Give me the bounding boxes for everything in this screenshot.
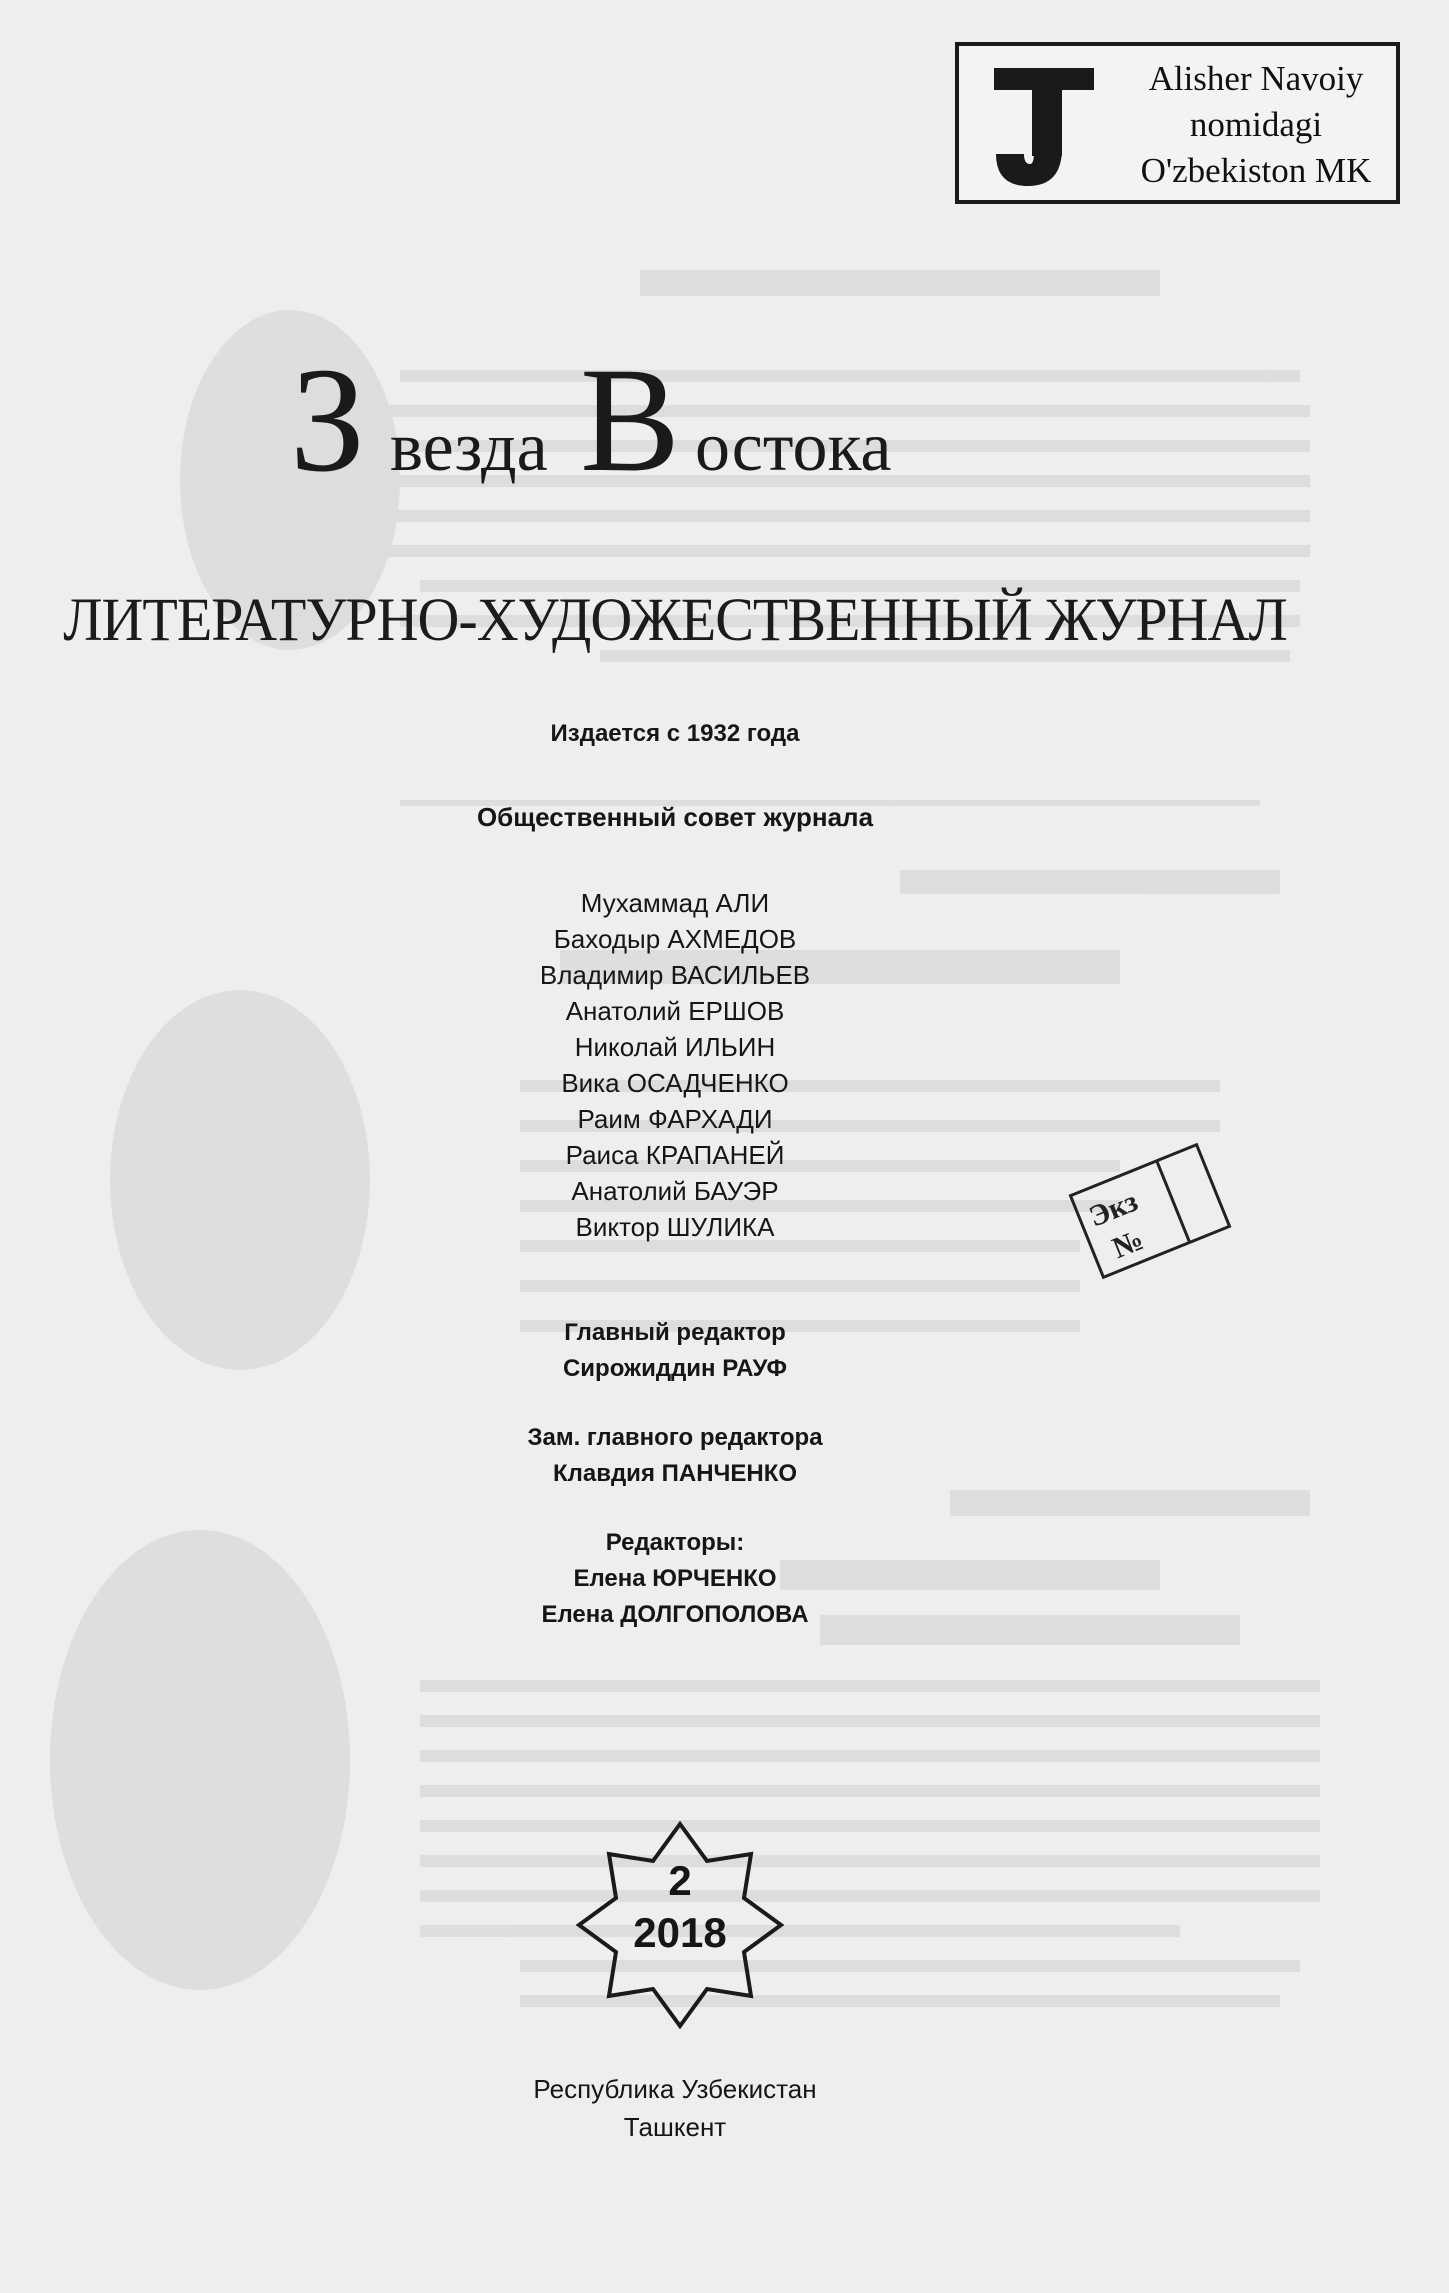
inventory-stamp-number-sign: № bbox=[1107, 1223, 1149, 1266]
council-member: Владимир ВАСИЛЬЕВ bbox=[539, 960, 811, 990]
stamp-line-2: nomidagi bbox=[1189, 105, 1323, 144]
chief-editor-name: Сирожиддин РАУФ bbox=[562, 1355, 788, 1382]
stamp-logo-icon bbox=[994, 68, 1094, 188]
council-member: Баходыр АХМЕДОВ bbox=[553, 924, 797, 954]
council-member: Анатолий БАУЭР bbox=[571, 1176, 779, 1206]
country: Республика Узбекистан bbox=[533, 2074, 817, 2104]
logo-word-2: остока bbox=[695, 409, 892, 486]
issue-number-block bbox=[575, 1855, 785, 1959]
city: Ташкент bbox=[623, 2112, 727, 2142]
logo-word-1: везда bbox=[390, 409, 548, 486]
council-member: Николай ИЛЬИН bbox=[574, 1032, 776, 1062]
deputy-editor-name: Клавдия ПАНЧЕНКО bbox=[552, 1460, 798, 1487]
council-member: Раиса КРАПАНЕЙ bbox=[565, 1140, 785, 1170]
council-member: Виктор ШУЛИКА bbox=[575, 1212, 775, 1242]
editor-name: Елена ЮРЧЕНКО bbox=[573, 1565, 777, 1592]
logo-initial-v: В bbox=[580, 337, 681, 500]
inventory-stamp-label: Экз bbox=[1084, 1184, 1143, 1234]
chief-editor-role: Главный редактор bbox=[564, 1319, 786, 1346]
journal-subtitle: ЛИТЕРАТУРНО-ХУДОЖЕСТВЕННЫЙ ЖУРНАЛ bbox=[63, 585, 1287, 654]
stamp-line-3: O'zbekiston MK bbox=[1140, 151, 1372, 190]
council-member: Вика ОСАДЧЕНКО bbox=[561, 1068, 789, 1098]
council-member: Анатолий ЕРШОВ bbox=[565, 996, 785, 1026]
council-member: Мухаммад АЛИ bbox=[580, 888, 770, 918]
logo-initial-z: З bbox=[290, 337, 366, 500]
editors-role: Редакторы: bbox=[605, 1529, 745, 1556]
council-title: Общественный совет журнала bbox=[476, 802, 874, 832]
editor-name: Елена ДОЛГОПОЛОВА bbox=[541, 1601, 809, 1628]
publication-place bbox=[0, 2070, 1350, 2146]
library-stamp bbox=[955, 42, 1400, 204]
journal-logo bbox=[290, 320, 1050, 500]
stamp-line-1: Alisher Navoiy bbox=[1148, 59, 1364, 98]
deputy-editor bbox=[0, 1420, 1350, 1492]
issue-year: 2018 bbox=[633, 1909, 727, 1956]
chief-editor bbox=[0, 1315, 1350, 1387]
council-member: Раим ФАРХАДИ bbox=[577, 1104, 773, 1134]
published-since: Издается с 1932 года bbox=[550, 720, 800, 747]
stamp-text bbox=[1121, 56, 1391, 194]
deputy-editor-role: Зам. главного редактора bbox=[527, 1424, 823, 1451]
issue-number: 2 bbox=[668, 1857, 692, 1904]
editors bbox=[0, 1525, 1350, 1633]
